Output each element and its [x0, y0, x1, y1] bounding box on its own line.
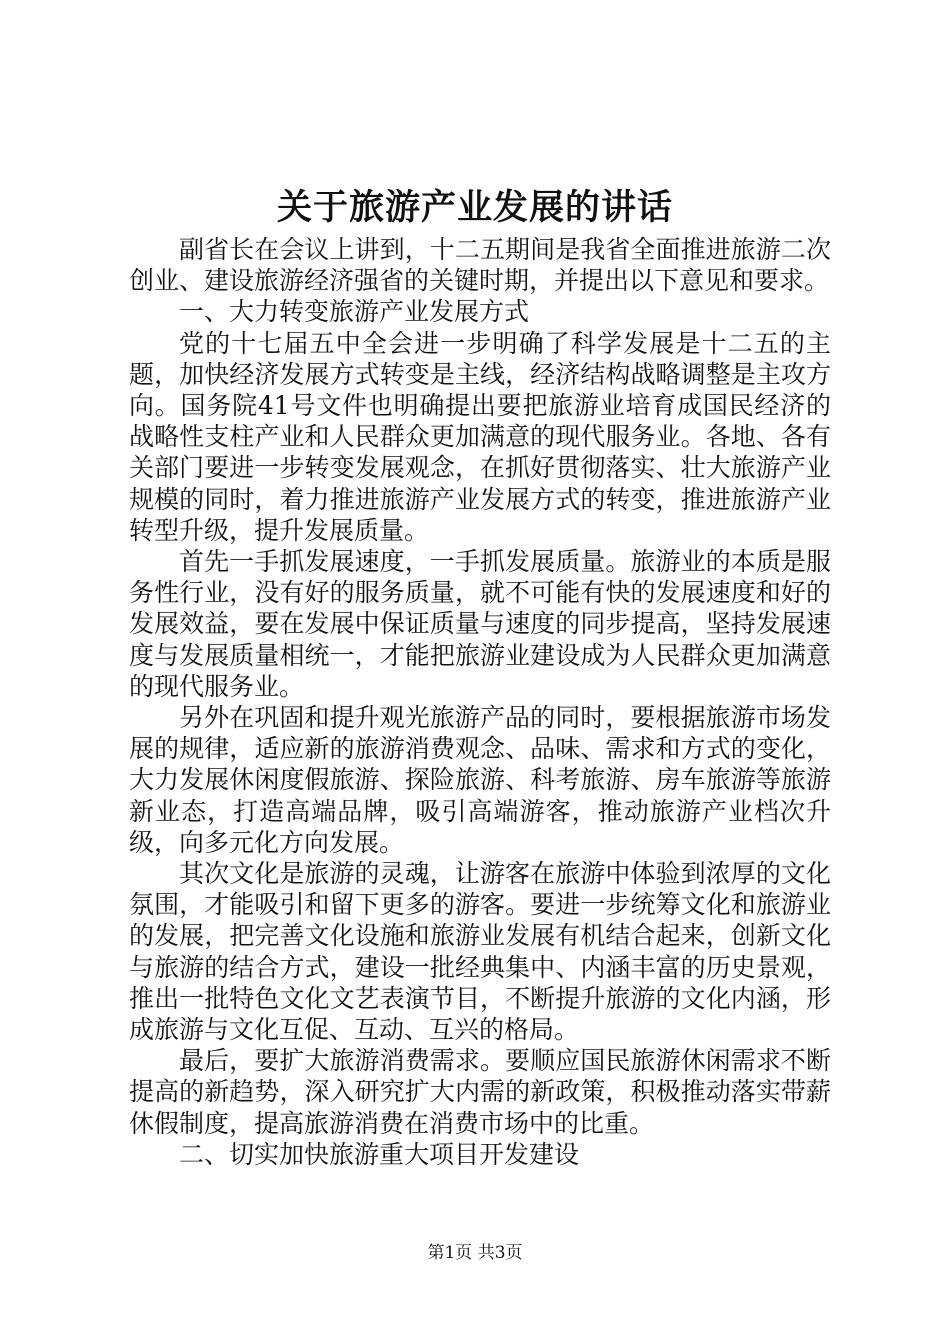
section-heading-1: 一、大力转变旅游产业发展方式	[179, 297, 530, 327]
paragraph: 首先一手抓发展速度，一手抓发展质量。旅游业的本质是服务性行业，没有好的服务质量，就不可能有快的发展速度和好的发展效益，要在发展中保证质量与速度的同步提高，坚持发展速度与发展质量相统一，才能把旅游业建设成为人民群众更加满意的现代服务业。	[129, 547, 831, 701]
paragraph-intro: 副省长在会议上讲到，十二五期间是我省全面推进旅游二次创业、建设旅游经济强省的关键时期，并提出以下意见和要求。	[129, 235, 831, 296]
paragraph: 最后，要扩大旅游消费需求。要顺应国民旅游休闲需求不断提高的新趋势，深入研究扩大内需的新政策，积极推动落实带薪休假制度，提高旅游消费在消费市场中的比重。	[129, 1046, 831, 1138]
page-number-footer: 第1页 共3页	[427, 1243, 523, 1263]
section-heading-2: 二、切实加快旅游重大项目开发建设	[179, 1139, 580, 1169]
document-body	[129, 234, 831, 1170]
paragraph: 其次文化是旅游的灵魂，让游客在旅游中体验到浓厚的文化氛围，才能吸引和留下更多的游客。要进一步统筹文化和旅游业的发展，把完善文化设施和旅游业发展有机结合起来，创新文化与旅游的结合方式，建设一批经典集中、内涵丰富的历史景观，推出一批特色文化文艺表演节目，不断提升旅游的文化内涵，形成旅游与文化互促、互动、互兴的格局。	[129, 859, 831, 1045]
paragraph: 另外在巩固和提升观光旅游产品的同时，要根据旅游市场发展的规律，适应新的旅游消费观念、品味、需求和方式的变化，大力发展休闲度假旅游、探险旅游、科考旅游、房车旅游等旅游新业态，打造高端品牌，吸引高端游客，推动旅游产业档次升级，向多元化方向发展。	[129, 703, 831, 857]
document-title: 关于旅游产业发展的讲话	[276, 187, 673, 228]
paragraph: 党的十七届五中全会进一步明确了科学发展是十二五的主题，加快经济发展方式转变是主线，经济结构战略调整是主攻方向。国务院41号文件也明确提出要把旅游业培育成国民经济的战略性支柱产业和人民群众更加满意的现代服务业。各地、各有关部门要进一步转变发展观念，在抓好贯彻落实、壮大旅游产业规模的同时，着力推进旅游产业发展方式的转变，推进旅游产业转型升级，提升发展质量。	[129, 328, 831, 545]
